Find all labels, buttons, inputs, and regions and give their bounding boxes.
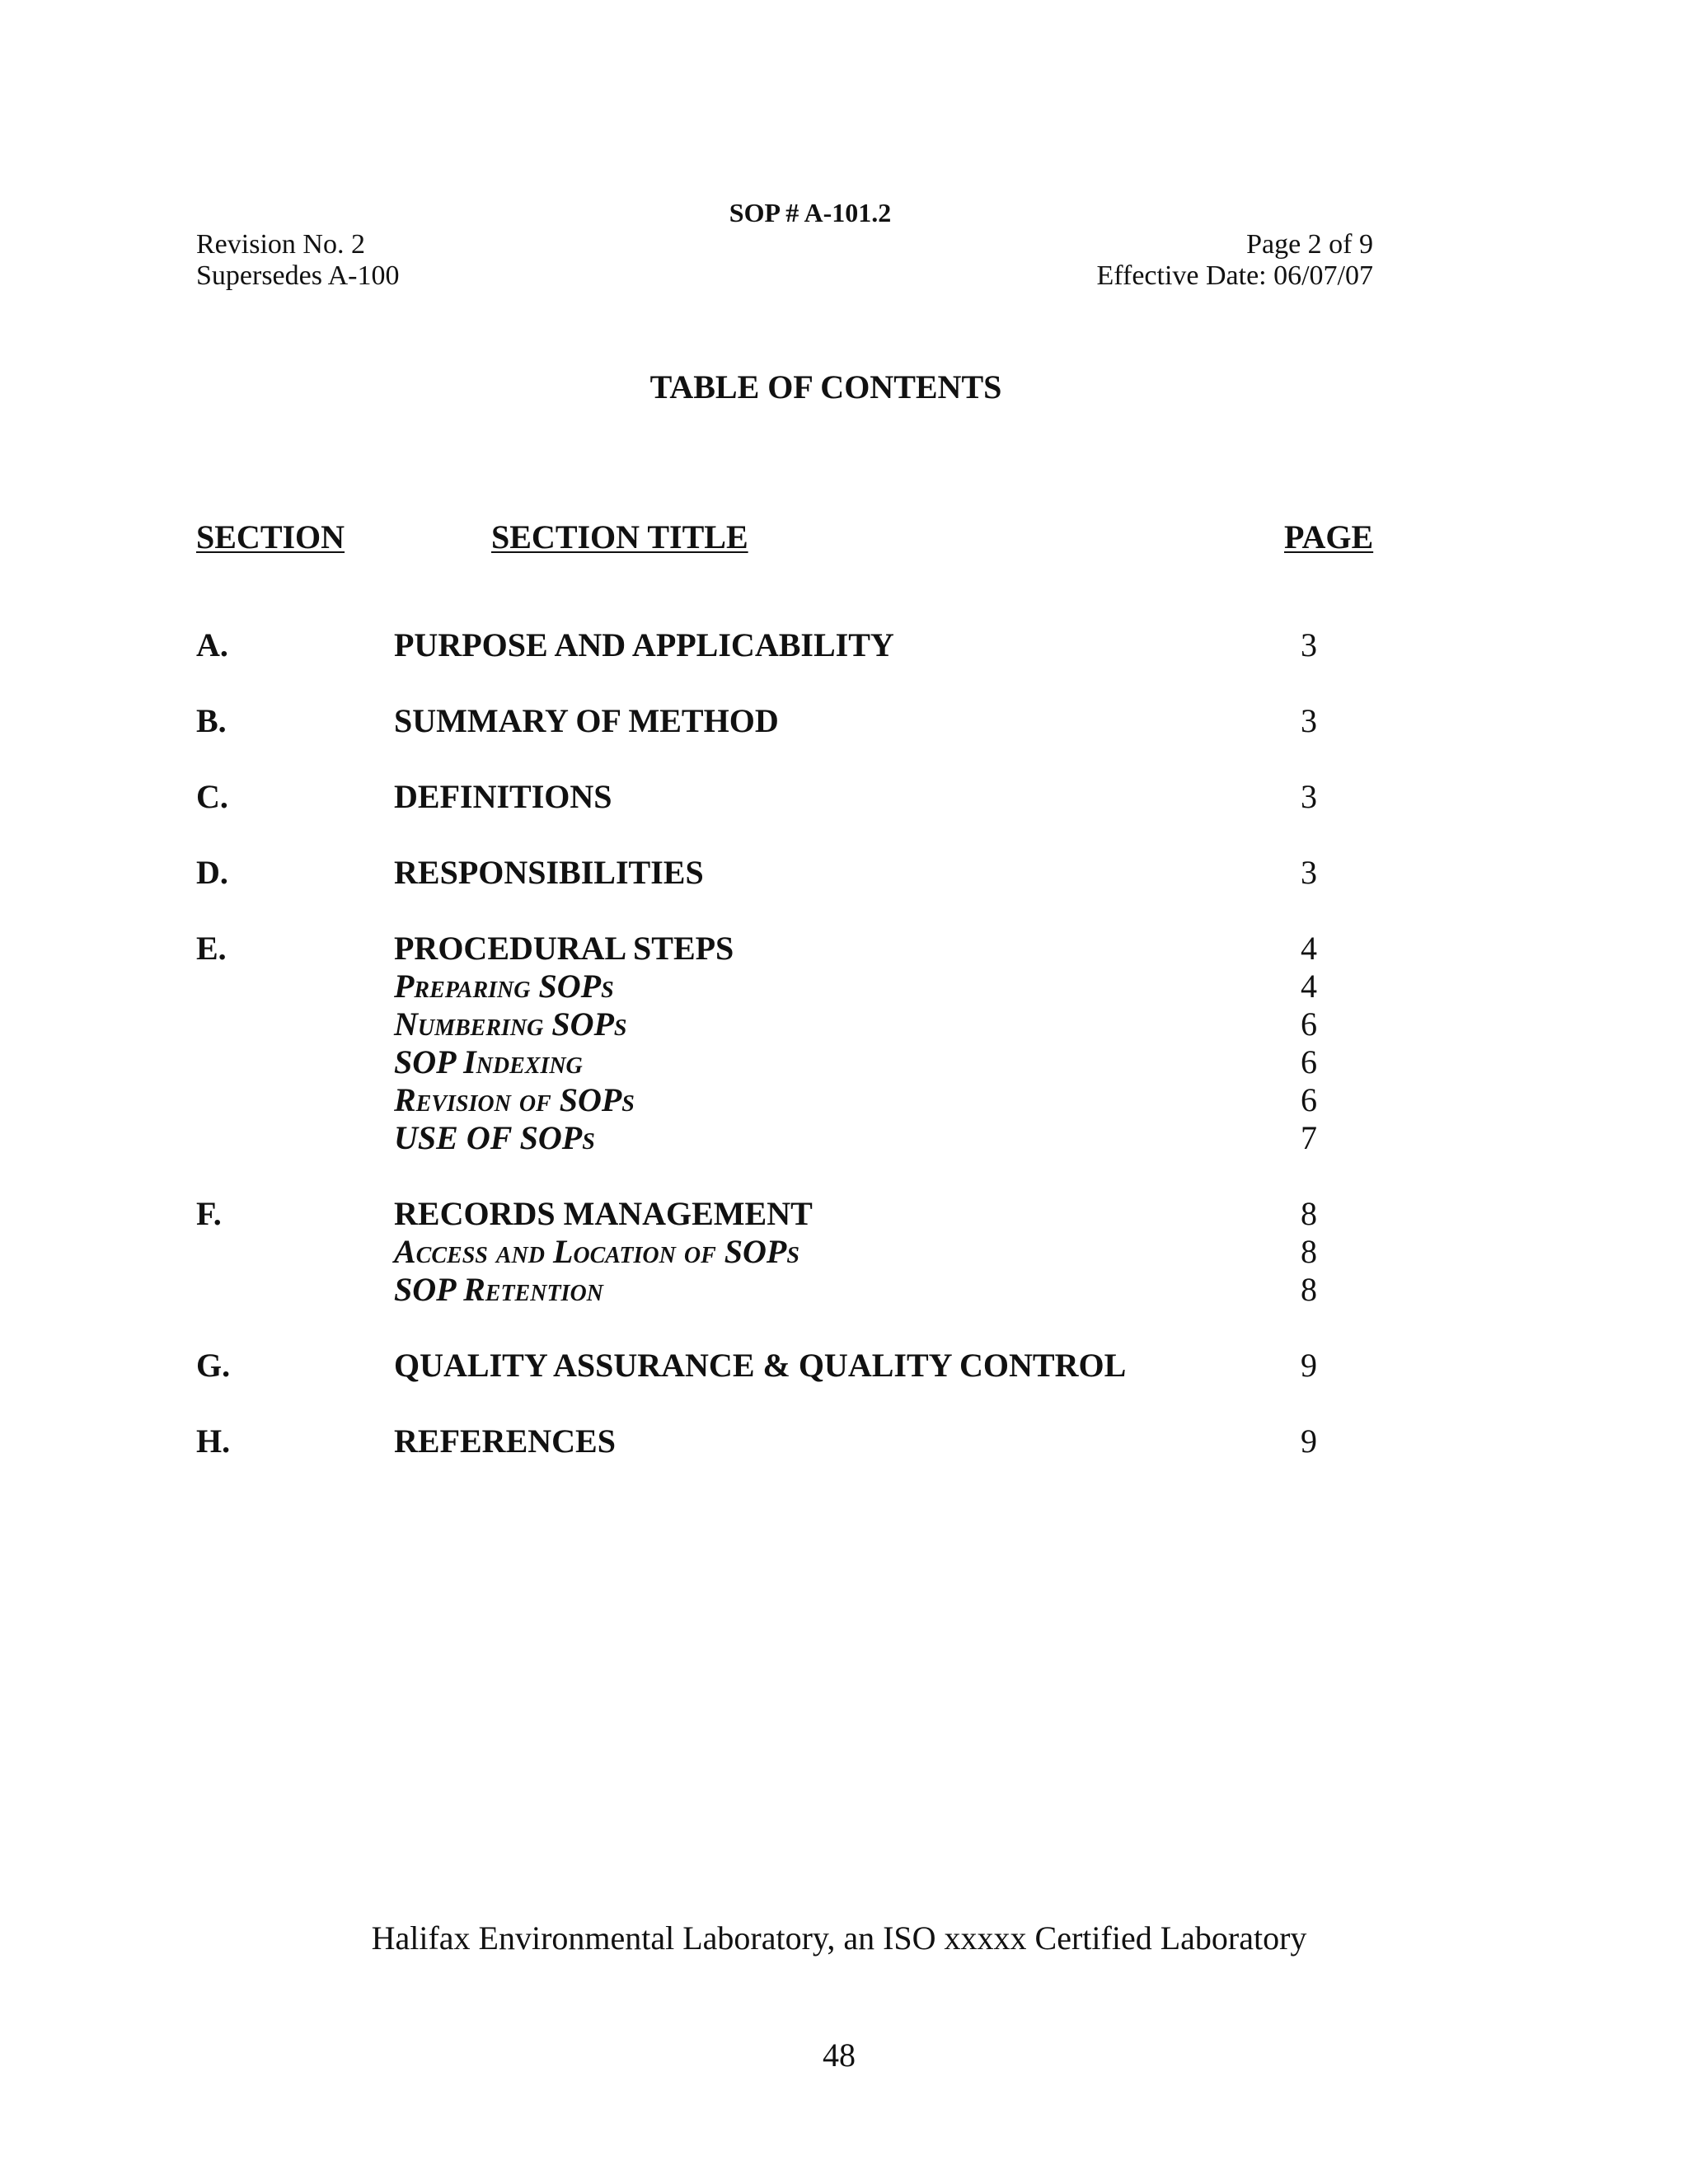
column-heading-page: PAGE: [1284, 518, 1374, 555]
column-heading-section: SECTION: [196, 518, 345, 555]
toc-subsection-page: 6: [1301, 1081, 1317, 1118]
toc-entry-letter: D.: [196, 854, 228, 891]
page-of: Page 2 of 9: [1246, 229, 1373, 260]
toc-subsection-title: USE OF SOPs: [394, 1119, 595, 1156]
toc-entry-title: QUALITY ASSURANCE & QUALITY CONTROL: [394, 1347, 1127, 1384]
toc-entry-page: 3: [1301, 854, 1317, 891]
toc-entry-title: RESPONSIBILITIES: [394, 854, 704, 891]
toc-entry-title: REFERENCES: [394, 1422, 616, 1460]
toc-entry-letter: E.: [196, 930, 227, 967]
toc-subsection-page: 4: [1301, 968, 1317, 1005]
toc-entry: [0, 1422, 1688, 1498]
toc-subsection-page: 7: [1301, 1119, 1317, 1156]
toc-subsection-title: Numbering SOPs: [394, 1005, 627, 1043]
toc-entry: [0, 1195, 1688, 1347]
toc-entry-page: 3: [1301, 702, 1317, 739]
revision-number: Revision No. 2: [196, 229, 365, 260]
toc-entry-letter: A.: [196, 626, 228, 663]
toc-entry-page: 3: [1301, 778, 1317, 815]
toc-entry-title: DEFINITIONS: [394, 778, 612, 815]
toc-entry-page: 8: [1301, 1195, 1317, 1232]
toc-entry-letter: G.: [196, 1347, 231, 1384]
toc-subsection-title: Access and Location of SOPs: [394, 1233, 799, 1270]
toc-subsection-page: 6: [1301, 1043, 1317, 1080]
toc-entry-letter: F.: [196, 1195, 222, 1232]
toc-entry-title: PURPOSE AND APPLICABILITY: [394, 626, 894, 663]
toc-subsection-row: [0, 1043, 1688, 1081]
column-heading-section-title: SECTION TITLE: [491, 518, 748, 555]
toc-subsection-page: 6: [1301, 1005, 1317, 1043]
toc-entry-title: RECORDS MANAGEMENT: [394, 1195, 813, 1232]
toc-row: [0, 1422, 1688, 1460]
toc-entry: [0, 930, 1688, 1195]
toc-row: [0, 930, 1688, 968]
toc-subsection-row: [0, 1233, 1688, 1271]
toc-entry: [0, 854, 1688, 930]
toc-subsection-title: Revision of SOPs: [394, 1081, 635, 1118]
toc-subsection-row: [0, 1005, 1688, 1043]
toc-subsection-row: [0, 968, 1688, 1005]
toc-row: [0, 1347, 1688, 1385]
toc-subsection-title: SOP Indexing: [394, 1043, 583, 1080]
toc-row: [0, 626, 1688, 664]
page-number: 48: [823, 2036, 856, 2074]
toc-entries: [0, 626, 1688, 1498]
toc-entry-page: 9: [1301, 1422, 1317, 1460]
toc-entry-letter: C.: [196, 778, 228, 815]
toc-entry: [0, 1347, 1688, 1422]
toc-title: TABLE OF CONTENTS: [649, 368, 1002, 405]
toc-entry-letter: B.: [196, 702, 227, 739]
toc-entry: [0, 626, 1688, 702]
toc-entry-page: 9: [1301, 1347, 1317, 1384]
effective-date: Effective Date: 06/07/07: [1096, 260, 1373, 291]
toc-subsection-title: Preparing SOPs: [394, 968, 614, 1005]
footer-organization: Halifax Environmental Laboratory, an ISO xxxxx Certified Laboratory: [371, 1919, 1307, 1957]
toc-subsection-row: [0, 1271, 1688, 1309]
toc-entry: [0, 778, 1688, 854]
toc-entry-letter: H.: [196, 1422, 231, 1460]
toc-subsection-page: 8: [1301, 1271, 1317, 1308]
toc-row: [0, 854, 1688, 892]
toc-subsection-page: 8: [1301, 1233, 1317, 1270]
toc-subsection-title: SOP Retention: [394, 1271, 603, 1308]
toc-row: [0, 778, 1688, 816]
toc-row: [0, 702, 1688, 740]
toc-entry-page: 3: [1301, 626, 1317, 663]
toc-entry-title: PROCEDURAL STEPS: [394, 930, 734, 967]
toc-entry-page: 4: [1301, 930, 1317, 967]
toc-entry: [0, 702, 1688, 778]
toc-entry-title: SUMMARY OF METHOD: [394, 702, 779, 739]
toc-subsection-row: [0, 1119, 1688, 1157]
toc-subsection-row: [0, 1081, 1688, 1119]
toc-row: [0, 1195, 1688, 1233]
supersedes: Supersedes A-100: [196, 260, 400, 291]
sop-number: SOP # A-101.2: [729, 198, 892, 227]
